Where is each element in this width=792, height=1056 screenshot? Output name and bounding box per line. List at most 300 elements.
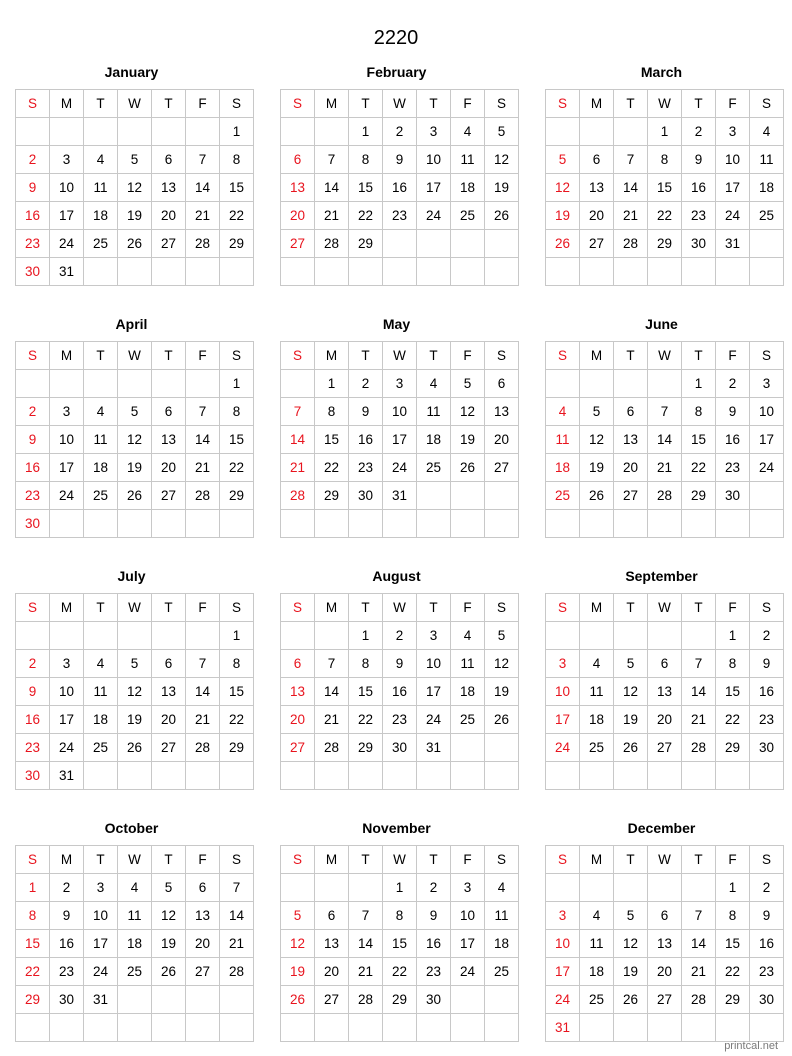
day-cell: 5	[485, 622, 519, 650]
month-name: December	[627, 820, 696, 836]
day-cell: 16	[750, 930, 784, 958]
day-cell: 20	[152, 706, 186, 734]
week-row	[281, 510, 519, 538]
weekday-label: T	[84, 846, 118, 874]
day-cell: 27	[152, 230, 186, 258]
day-cell: 21	[315, 706, 349, 734]
day-cell: 9	[349, 398, 383, 426]
day-cell: 14	[186, 174, 220, 202]
week-row	[281, 706, 519, 734]
day-cell: 4	[750, 118, 784, 146]
day-cell	[84, 762, 118, 790]
day-cell	[546, 622, 580, 650]
day-cell	[451, 482, 485, 510]
day-cell: 5	[580, 398, 614, 426]
day-cell: 19	[580, 454, 614, 482]
day-cell: 28	[186, 230, 220, 258]
week-row	[546, 678, 784, 706]
day-cell	[118, 1014, 152, 1042]
day-cell: 22	[220, 202, 254, 230]
day-cell: 29	[220, 230, 254, 258]
day-cell: 18	[84, 706, 118, 734]
day-cell: 29	[16, 986, 50, 1014]
month-calendar	[280, 567, 513, 790]
day-cell: 20	[614, 454, 648, 482]
day-cell	[315, 510, 349, 538]
day-cell: 8	[383, 902, 417, 930]
month-calendar	[15, 63, 248, 286]
day-cell: 6	[315, 902, 349, 930]
day-cell: 4	[580, 650, 614, 678]
day-cell: 11	[84, 174, 118, 202]
weekday-label: T	[84, 90, 118, 118]
day-cell	[186, 510, 220, 538]
day-cell	[118, 258, 152, 286]
day-cell: 19	[118, 706, 152, 734]
day-cell	[281, 622, 315, 650]
day-cell	[417, 510, 451, 538]
week-row	[16, 902, 254, 930]
day-cell: 30	[16, 762, 50, 790]
day-cell: 15	[716, 930, 750, 958]
day-cell: 29	[220, 734, 254, 762]
day-cell	[485, 230, 519, 258]
day-cell: 1	[716, 874, 750, 902]
day-cell: 12	[614, 930, 648, 958]
day-cell: 8	[716, 650, 750, 678]
day-cell: 18	[546, 454, 580, 482]
day-cell: 16	[716, 426, 750, 454]
day-cell: 31	[546, 1014, 580, 1042]
day-cell: 22	[16, 958, 50, 986]
day-cell	[383, 1014, 417, 1042]
day-cell: 29	[220, 482, 254, 510]
month-grid	[545, 593, 784, 790]
day-cell	[152, 258, 186, 286]
day-cell	[614, 510, 648, 538]
weekday-label: T	[152, 594, 186, 622]
day-cell: 20	[580, 202, 614, 230]
day-cell: 16	[383, 678, 417, 706]
day-cell	[186, 118, 220, 146]
weekday-label: M	[315, 90, 349, 118]
day-cell: 20	[152, 202, 186, 230]
day-cell: 1	[16, 874, 50, 902]
day-cell: 25	[580, 986, 614, 1014]
day-cell	[451, 734, 485, 762]
day-cell: 18	[451, 678, 485, 706]
day-cell	[614, 258, 648, 286]
week-row	[16, 230, 254, 258]
weekday-label: T	[84, 342, 118, 370]
weekday-label: W	[648, 90, 682, 118]
day-cell	[546, 118, 580, 146]
day-cell: 25	[485, 958, 519, 986]
weekday-label: T	[614, 342, 648, 370]
day-cell	[682, 258, 716, 286]
weekday-label: T	[614, 846, 648, 874]
day-cell: 11	[417, 398, 451, 426]
weekday-label: T	[349, 90, 383, 118]
day-cell: 28	[349, 986, 383, 1014]
weekday-label: S	[546, 846, 580, 874]
weekday-label: F	[451, 342, 485, 370]
day-cell: 9	[16, 174, 50, 202]
day-cell: 19	[614, 958, 648, 986]
day-cell: 27	[485, 454, 519, 482]
month-grid	[280, 341, 519, 538]
day-cell: 17	[84, 930, 118, 958]
day-cell: 26	[118, 482, 152, 510]
day-cell: 26	[614, 734, 648, 762]
day-cell: 26	[152, 958, 186, 986]
week-row	[281, 202, 519, 230]
day-cell: 14	[315, 174, 349, 202]
day-cell: 12	[485, 650, 519, 678]
week-row	[546, 174, 784, 202]
day-cell	[16, 622, 50, 650]
day-cell	[152, 370, 186, 398]
day-cell: 25	[451, 706, 485, 734]
day-cell: 4	[84, 398, 118, 426]
weekday-label: S	[750, 594, 784, 622]
weekday-label: W	[118, 342, 152, 370]
weekday-label: W	[383, 846, 417, 874]
day-cell: 29	[682, 482, 716, 510]
day-cell: 26	[118, 230, 152, 258]
day-cell: 21	[186, 454, 220, 482]
weekday-header-row	[16, 90, 254, 118]
week-row	[546, 902, 784, 930]
day-cell: 17	[383, 426, 417, 454]
day-cell: 10	[451, 902, 485, 930]
day-cell: 13	[281, 174, 315, 202]
weekday-label: S	[750, 846, 784, 874]
day-cell	[383, 510, 417, 538]
weekday-label: M	[315, 342, 349, 370]
day-cell	[281, 1014, 315, 1042]
day-cell: 4	[580, 902, 614, 930]
weekday-label: W	[383, 90, 417, 118]
week-row	[546, 874, 784, 902]
day-cell: 3	[546, 650, 580, 678]
month-calendar	[280, 315, 513, 538]
day-cell: 23	[383, 202, 417, 230]
day-cell: 1	[220, 622, 254, 650]
day-cell	[50, 622, 84, 650]
day-cell: 27	[152, 734, 186, 762]
day-cell: 31	[50, 762, 84, 790]
day-cell: 11	[451, 650, 485, 678]
weekday-label: T	[614, 594, 648, 622]
weekday-label: W	[383, 594, 417, 622]
day-cell: 30	[682, 230, 716, 258]
day-cell	[580, 762, 614, 790]
day-cell: 2	[16, 650, 50, 678]
day-cell	[485, 258, 519, 286]
day-cell	[281, 258, 315, 286]
day-cell	[16, 118, 50, 146]
day-cell: 22	[220, 706, 254, 734]
day-cell: 15	[315, 426, 349, 454]
day-cell: 6	[281, 650, 315, 678]
day-cell	[580, 118, 614, 146]
day-cell: 2	[417, 874, 451, 902]
day-cell: 7	[648, 398, 682, 426]
day-cell: 23	[16, 482, 50, 510]
day-cell: 14	[648, 426, 682, 454]
day-cell: 7	[186, 146, 220, 174]
weekday-label: T	[417, 846, 451, 874]
day-cell: 4	[417, 370, 451, 398]
day-cell: 29	[315, 482, 349, 510]
day-cell: 1	[349, 118, 383, 146]
day-cell: 23	[50, 958, 84, 986]
day-cell: 10	[546, 930, 580, 958]
day-cell: 21	[186, 706, 220, 734]
day-cell: 14	[315, 678, 349, 706]
month-calendar	[545, 63, 778, 286]
day-cell: 30	[750, 734, 784, 762]
day-cell: 12	[152, 902, 186, 930]
day-cell: 30	[16, 510, 50, 538]
day-cell: 4	[118, 874, 152, 902]
day-cell: 21	[682, 706, 716, 734]
day-cell: 10	[50, 426, 84, 454]
day-cell: 9	[716, 398, 750, 426]
week-row	[546, 146, 784, 174]
day-cell: 17	[546, 706, 580, 734]
day-cell: 1	[315, 370, 349, 398]
week-row	[16, 1014, 254, 1042]
day-cell	[546, 762, 580, 790]
day-cell	[186, 1014, 220, 1042]
day-cell: 22	[383, 958, 417, 986]
day-cell	[50, 118, 84, 146]
day-cell: 8	[349, 650, 383, 678]
day-cell: 10	[383, 398, 417, 426]
weekday-header-row	[281, 90, 519, 118]
day-cell	[349, 874, 383, 902]
day-cell: 27	[281, 230, 315, 258]
day-cell	[580, 370, 614, 398]
day-cell: 5	[118, 146, 152, 174]
day-cell: 7	[315, 650, 349, 678]
day-cell	[648, 874, 682, 902]
day-cell: 4	[84, 146, 118, 174]
day-cell: 4	[451, 118, 485, 146]
day-cell: 6	[152, 650, 186, 678]
day-cell: 21	[281, 454, 315, 482]
day-cell: 7	[186, 398, 220, 426]
day-cell: 18	[485, 930, 519, 958]
day-cell	[485, 510, 519, 538]
weekday-label: S	[220, 342, 254, 370]
day-cell: 15	[220, 678, 254, 706]
day-cell	[417, 258, 451, 286]
month-calendar	[15, 315, 248, 538]
day-cell: 22	[716, 706, 750, 734]
day-cell: 11	[580, 930, 614, 958]
week-row	[16, 118, 254, 146]
day-cell: 17	[50, 706, 84, 734]
day-cell: 18	[580, 706, 614, 734]
day-cell	[281, 510, 315, 538]
day-cell: 5	[152, 874, 186, 902]
day-cell	[220, 258, 254, 286]
day-cell: 9	[383, 146, 417, 174]
day-cell: 24	[417, 202, 451, 230]
weekday-label: S	[281, 594, 315, 622]
day-cell: 2	[16, 398, 50, 426]
week-row	[546, 650, 784, 678]
day-cell	[682, 762, 716, 790]
weekday-label: F	[186, 90, 220, 118]
day-cell: 10	[84, 902, 118, 930]
day-cell: 7	[682, 902, 716, 930]
week-row	[16, 650, 254, 678]
day-cell: 9	[750, 650, 784, 678]
day-cell	[16, 370, 50, 398]
weekday-label: W	[648, 846, 682, 874]
day-cell: 27	[315, 986, 349, 1014]
day-cell: 17	[546, 958, 580, 986]
day-cell: 12	[485, 146, 519, 174]
weekday-label: F	[186, 342, 220, 370]
day-cell	[186, 762, 220, 790]
week-row	[546, 986, 784, 1014]
weekday-label: T	[152, 90, 186, 118]
weekday-label: S	[16, 342, 50, 370]
day-cell: 29	[716, 986, 750, 1014]
week-row	[281, 650, 519, 678]
day-cell	[648, 258, 682, 286]
day-cell: 31	[84, 986, 118, 1014]
day-cell: 10	[750, 398, 784, 426]
week-row	[281, 174, 519, 202]
day-cell	[614, 762, 648, 790]
weekday-label: T	[614, 90, 648, 118]
month-name: September	[625, 568, 698, 584]
day-cell: 29	[349, 734, 383, 762]
week-row	[16, 706, 254, 734]
day-cell: 13	[485, 398, 519, 426]
day-cell: 15	[716, 678, 750, 706]
weekday-label: W	[383, 342, 417, 370]
day-cell	[417, 230, 451, 258]
month-calendar	[280, 819, 513, 1042]
day-cell: 24	[84, 958, 118, 986]
day-cell: 21	[349, 958, 383, 986]
day-cell: 23	[16, 734, 50, 762]
day-cell: 26	[485, 706, 519, 734]
day-cell: 13	[281, 678, 315, 706]
day-cell	[580, 874, 614, 902]
day-cell	[315, 762, 349, 790]
weekday-label: T	[682, 90, 716, 118]
week-row	[546, 118, 784, 146]
day-cell: 9	[16, 426, 50, 454]
day-cell: 26	[485, 202, 519, 230]
day-cell: 13	[152, 174, 186, 202]
week-row	[281, 118, 519, 146]
day-cell: 27	[580, 230, 614, 258]
week-row	[281, 370, 519, 398]
weekday-label: S	[750, 342, 784, 370]
day-cell: 12	[118, 678, 152, 706]
weekday-label: S	[281, 846, 315, 874]
month-name: August	[372, 568, 421, 584]
day-cell	[186, 370, 220, 398]
day-cell: 15	[16, 930, 50, 958]
week-row	[16, 986, 254, 1014]
day-cell: 17	[50, 454, 84, 482]
week-row	[16, 734, 254, 762]
day-cell: 3	[716, 118, 750, 146]
weekday-label: S	[16, 594, 50, 622]
day-cell	[186, 258, 220, 286]
day-cell: 25	[84, 482, 118, 510]
day-cell	[118, 622, 152, 650]
day-cell: 23	[349, 454, 383, 482]
day-cell: 15	[648, 174, 682, 202]
weekday-label: S	[16, 846, 50, 874]
week-row	[281, 734, 519, 762]
weekday-label: S	[750, 90, 784, 118]
day-cell	[750, 762, 784, 790]
day-cell: 3	[750, 370, 784, 398]
weekday-label: S	[220, 90, 254, 118]
day-cell	[546, 258, 580, 286]
day-cell: 11	[485, 902, 519, 930]
weekday-label: M	[50, 846, 84, 874]
day-cell: 8	[349, 146, 383, 174]
day-cell: 17	[417, 678, 451, 706]
day-cell: 20	[152, 454, 186, 482]
day-cell	[546, 370, 580, 398]
day-cell: 21	[315, 202, 349, 230]
day-cell: 30	[417, 986, 451, 1014]
day-cell: 29	[383, 986, 417, 1014]
week-row	[546, 706, 784, 734]
day-cell	[451, 762, 485, 790]
day-cell	[84, 258, 118, 286]
weekday-label: S	[485, 846, 519, 874]
week-row	[546, 622, 784, 650]
week-row	[16, 398, 254, 426]
day-cell	[315, 1014, 349, 1042]
weekday-label: M	[580, 846, 614, 874]
week-row	[281, 678, 519, 706]
day-cell	[16, 1014, 50, 1042]
day-cell: 24	[50, 734, 84, 762]
day-cell: 17	[417, 174, 451, 202]
day-cell: 9	[417, 902, 451, 930]
weekday-label: F	[186, 846, 220, 874]
day-cell: 15	[383, 930, 417, 958]
day-cell: 10	[417, 146, 451, 174]
day-cell: 30	[383, 734, 417, 762]
day-cell: 3	[84, 874, 118, 902]
week-row	[16, 146, 254, 174]
month-grid	[280, 593, 519, 790]
day-cell: 16	[383, 174, 417, 202]
day-cell	[118, 986, 152, 1014]
day-cell: 20	[485, 426, 519, 454]
day-cell	[614, 622, 648, 650]
day-cell	[315, 622, 349, 650]
day-cell: 18	[84, 202, 118, 230]
